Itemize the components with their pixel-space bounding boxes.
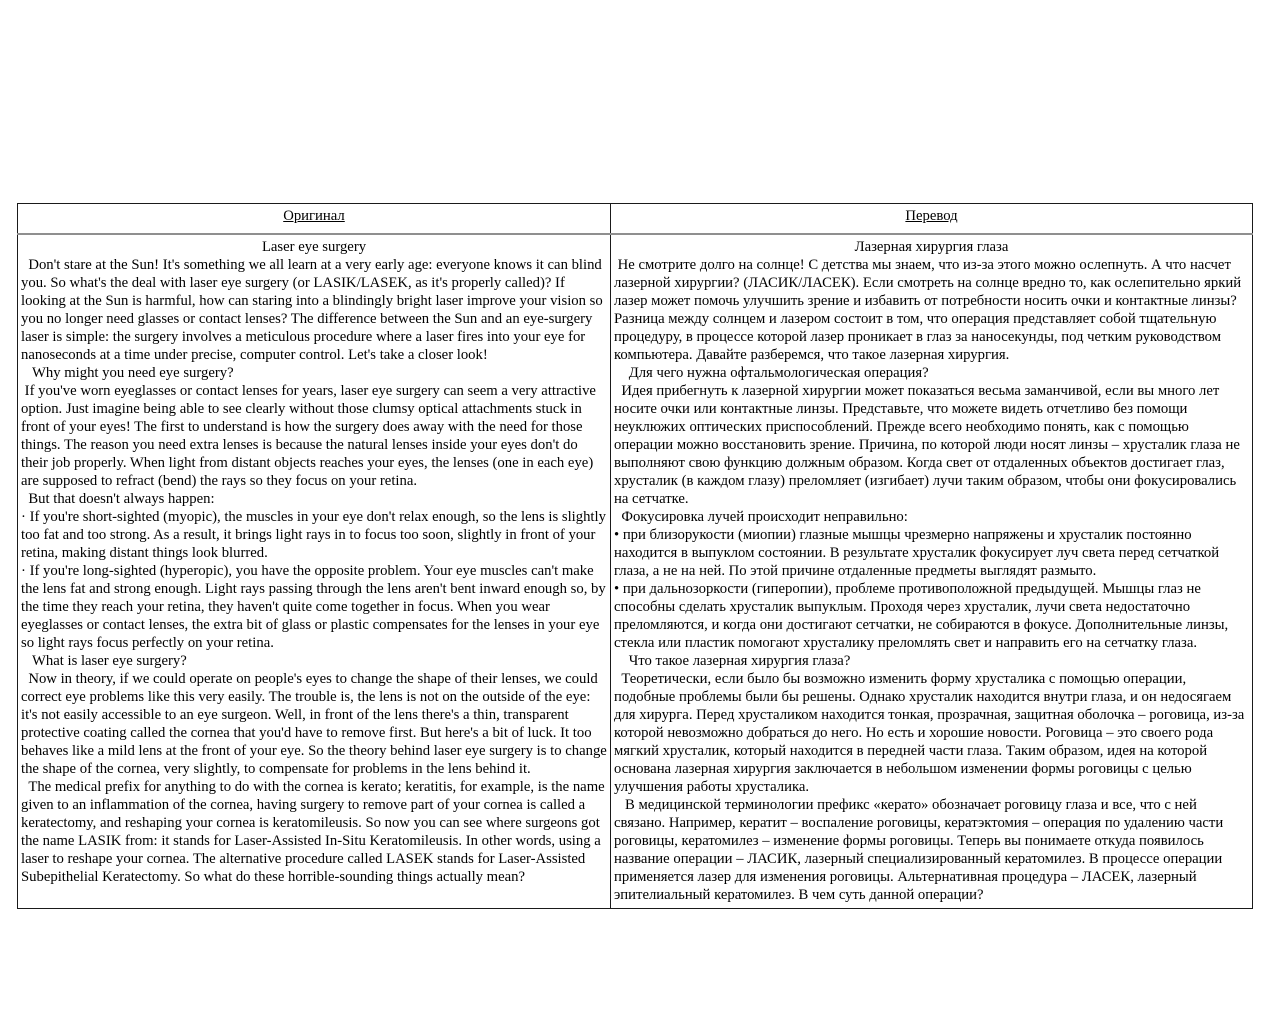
table-body-row <box>18 234 1253 909</box>
paragraph: • при близорукости (миопии) глазные мышцы чрезмерно напряжены и хрусталик постоянно находится в выпуклом состоянии. В результате хрусталик фокусирует луч света перед сетчаткой глаза, а не на ней. По этой причине отдаленные предметы выглядят размыто. <box>614 527 1223 579</box>
table-header-row <box>18 204 1253 235</box>
paragraph: Идея прибегнуть к лазерной хирургии может показаться весьма заманчивой, если вы много лет носите очки или контактные линзы. Представьте, что можете видеть отчетливо без помощи неуклюжих оптических приспособлений. Прежде всего необходимо понять, как с помощью операции можно восстановить зрение. Причина, по которой люди носят линзы – хрусталик глаза не выполняют свою функцию должным образом. Когда свет от отдаленных объектов достигает глаз, хрусталик (в каждом глазу) преломляет (изгибает) лучи таким образом, чтобы они фокусировались на сетчатке. <box>614 383 1244 507</box>
paragraph: What is laser eye surgery? <box>21 653 187 669</box>
paragraph: · If you're short-sighted (myopic), the muscles in your eye don't relax enough, so the lens is slightly too fat and too strong. As a result, it brings light rays in to focus too soon, slightly in front of your retina, making distant things look blurred. <box>21 509 610 561</box>
translation-column-label: Перевод <box>905 208 958 224</box>
original-column-label: Оригинал <box>283 208 345 224</box>
translation-table <box>17 203 1253 909</box>
original-title: Laser eye surgery <box>261 239 367 255</box>
paragraph: Now in theory, if we could operate on people's eyes to change the shape of their lenses, we could correct eye problems like this very easily. The trouble is, the lens is not on the outside of the eye: it's not easily accessible to an eye surgeon. Well, in front of the lens there's a thin, transparent protective coating called the cornea that you'd have to remove first. But here's a bit of luck. It too behaves like a mild lens at the front of your eye. So the theory behind laser eye surgery is to change the shape of the cornea, very slightly, to compensate for problems in the lens behind it. <box>21 671 611 777</box>
paragraph: В медицинской терминологии префикс «керато» обозначает роговицу глаза и все, что с ней связано. Например, кератит – воспаление роговицы, кератэктомия – операция по удалению части роговицы, кератомилез – изменение формы роговицы. Теперь вы понимаете откуда появилось название операции – ЛАСИК, лазерный специализированный кератомилез. В процессе операции применяется лазер для изменения роговицы. Альтернативная процедура – ЛАСЕК, лазерный эпителиальный кератомилез. В чем суть данной операции? <box>614 797 1227 903</box>
paragraph: Фокусировка лучей происходит неправильно: <box>614 509 908 525</box>
paragraph: Теоретически, если было бы возможно изменить форму хрусталика с помощью операции, подобные проблемы были бы решены. Однако хрусталик находится внутри глаза, и он недосягаем для хирурга. Перед хрусталиком находится тонкая, прозрачная, защитная оболочка – роговица, из-за которой невозможно добраться до него. Но есть и хорошие новости. Роговица – это своего рода мягкий хрусталик, который находится в передней части глаза. Таким образом, идея на которой основана лазерная хирургия заключается в небольшом изменении формы роговицы с целью улучшения работы хрусталика. <box>614 671 1248 795</box>
paragraph: Why might you need eye surgery? <box>21 365 234 381</box>
column-header-original <box>18 204 611 235</box>
paragraph: But that doesn't always happen: <box>21 491 215 507</box>
paragraph: The medical prefix for anything to do with the cornea is kerato; keratitis, for example, is the name given to an inflammation of the cornea, having surgery to remove part of your cornea is called a keratectomy, and reshaping your cornea is keratomileusis. So now you can see where surgeons got the name LASIK from: it stands for Laser-Assisted In-Situ Keratomileusis. In other words, using a laser to reshape your cornea. The alternative procedure called LASEK stands for Laser-Assisted Subepithelial Keratectomy. So what do these horrible-sounding things actually mean? <box>21 779 609 885</box>
translation-text <box>614 256 1249 904</box>
paragraph: Что такое лазерная хирургия глаза? <box>614 653 851 669</box>
paragraph: • при дальнозоркости (гиперопии), проблеме противоположной предыдущей. Мышцы глаз не способны сделать хрусталик выпуклым. Проходя через хрусталик, лучи света недостаточно преломляются, и когда они достигают сетчатки, не собираются в фокусе. Дополнительные линзы, стекла или пластик помогают хрусталику преломлять свет и направить его на сетчатку глаза. <box>614 581 1232 651</box>
column-header-translation <box>611 204 1253 235</box>
original-cell <box>18 234 611 909</box>
translation-cell <box>611 234 1253 909</box>
translation-title: Лазерная хирургия глаза <box>854 239 1009 255</box>
paragraph: Для чего нужна офтальмологическая операция? <box>614 365 929 381</box>
paragraph: Не смотрите долго на солнце! С детства мы знаем, что из-за этого можно ослепнуть. А что насчет лазерной хирургии? (ЛАСИК/ЛАСЕК). Если смотреть на солнце вредно то, как ослепительно яркий лазер может помочь улучшить зрение и избавить от потребности носить очки и контактные линзы? Разница между солнцем и лазером состоит в том, что операция представляет собой тщательную процедуру, в процессе которой лазер проникает в глаз за наносекунды, под четким руководством компьютера. Давайте разберемся, что такое лазерная хирургия. <box>614 257 1245 363</box>
paragraph: · If you're long-sighted (hyperopic), you have the opposite problem. Your eye muscles can't make the lens fat and strong enough. Light rays passing through the lens aren't bent inward enough so, by the time they reach your retina, they haven't quite come together in focus. When you wear eyeglasses or contact lenses, the extra bit of glass or plastic compensates for the lenses in your eye so light rays focus perfectly on your retina. <box>21 563 610 651</box>
paragraph: Don't stare at the Sun! It's something we all learn at a very early age: everyone knows it can blind you. So what's the deal with laser eye surgery (or LASIK/LASEK, as it's properly called)? If looking at the Sun is harmful, how can staring into a blindingly bright laser improve your vision so you no longer need glasses or contact lenses? The difference between the Sun and an eye-surgery laser is simple: the surgery involves a meticulous procedure where a laser fires into your eye for nanoseconds at a time under precise, computer control. Let's take a closer look! <box>21 257 607 363</box>
original-text <box>21 256 611 886</box>
paragraph: If you've worn eyeglasses or contact lenses for years, laser eye surgery can seem a very attractive option. Just imagine being able to see clearly without those clumsy optical attachments stuck in front of your eyes! The first to understand is how the surgery does away with the need for those things. The reason you need extra lenses is because the natural lenses inside your eyes don't do their job properly. When light from distant objects reaches your eyes, the lenses (one in each eye) are supposed to refract (bend) the rays so they focus on your retina. <box>21 383 600 489</box>
